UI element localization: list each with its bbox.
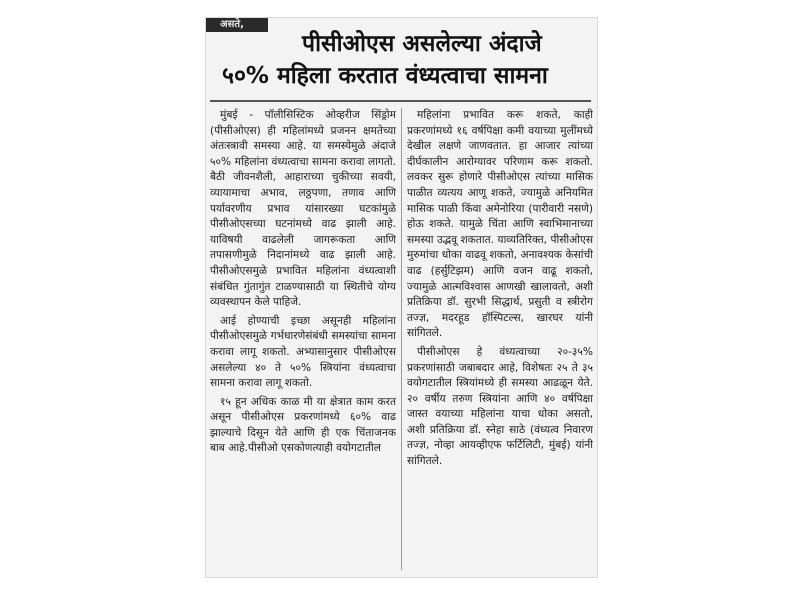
article-column-left — [210, 108, 396, 573]
article-paragraph: मुंबई - पॉलीसिस्टिक ओव्हरीज सिंड्रोम (पीसीओएस) ही महिलांमध्ये प्रजनन क्षमतेच्या अंतःस्त्रावी समस्या आहे. या समस्येमुळे अंदाजे ५०% महिलांना वंध्यत्वाचा सामना करावा लागतो. बैठी जीवनशैली, आहाराच्या चुकीच्या सवयी, व्यायामाचा अभाव, लठ्ठपणा, तणाव आणि पर्यावरणीय प्रभाव यांसारख्या घटकांमुळे पीसीओएसच्या घटनांमध्ये वाढ झाली आहे. याविषयी वाढलेली जागरूकता आणि तपासणीमुळे निदानांमध्ये वाढ झाली आहे. पीसीओएसमुळे प्रभावित महिलांना वंध्यत्वाशी संबंधित गुंतागुंत टाळण्यासाठी या स्थितीचे योग्य व्यवस्थापन केले पाहिजे. — [210, 109, 396, 309]
newspaper-clipping — [205, 17, 598, 578]
headline-divider — [210, 100, 591, 102]
article-paragraph: महिलांना प्रभावित करू शकते, काही प्रकरणांमध्ये १६ वर्षपिक्षा कमी वयाच्या मुलींमध्ये देखील लक्षणे जाणवतात. हा आजार त्यांच्या दीर्घकालीन आरोग्यावर परिणाम करू शकतो. लवकर सुरू होणारे पीसीओएस त्यांच्या मासिक पाळीत व्यत्यय आणू शकते, ज्यामुळे अनियमित मासिक पाळी किंवा अमेनोरिया (पारीवारी नसणे) होऊ शकते. यामुळे चिंता आणि स्वाभिमानाच्या समस्या उद्भवू शकतात. याव्यतिरिक्त, पीसीओएस मुरुमांचा धोका वाढवू शकतो, अनावश्यक केसांची वाढ (हर्सुटिझम) आणि वजन वाढू शकतो, ज्यामुळे आत्मविश्वास आणखी खालावतो, अशी प्रतिक्रिया डॉ. सुरभी सिद्धार्थ, प्रसुती व स्त्रीरोग तज्ज्ञ, मदरहूड हॉस्पिटल्स, खारघर यांनी सांगितले. — [407, 109, 593, 340]
article-column-right — [407, 108, 593, 573]
article-paragraph: पीसीओएस हे वंध्यत्वाच्या २०-३५% प्रकरणांसाठी जबाबदार आहे, विशेषतः २५ ते ३५ वयोगटातील स्त्रियांमध्ये ही समस्या आढळून येते. २० वर्षीय तरुण स्त्रियांना आणि ४० वर्षपिक्षा जास्त वयाच्या महिलांना याचा धोका असतो, अशी प्रतिक्रिया डॉ. स्नेहा साठे (वंध्यत्व निवारण तज्ज्ञ, नोव्हा आयव्हीएफ फर्टिलिटी, मुंबई) यांनी सांगितले. — [407, 345, 593, 468]
column-divider — [401, 108, 402, 570]
previous-article-strip — [206, 18, 268, 32]
article-paragraph: १५ हून अधिक काळ मी या क्षेत्रात काम करत असून पीसीओएस प्रकरणांमध्ये ६०% वाढ झाल्याचे दिसून येते आणि ही एक चिंताजनक बाब आहे.पीसीओ एसकोणत्याही वयोगटातील — [210, 395, 396, 455]
headline-line-1: पीसीओएस असलेल्या अंदाजे — [302, 31, 542, 57]
headline-line-2: ५०% महिला करतात वंध्यत्वाचा सामना — [222, 63, 548, 89]
article-paragraph: आई होण्याची इच्छा असूनही महिलांना पीसीओएसमुळे गर्भधारणेसंबंधी समस्यांचा सामना करावा लागू शकतो. अभ्यासानुसार पीसीओएस असलेल्या ४० ते ५०% स्त्रियांना वंध्यत्वाचा सामना करावा लागू शकतो. — [210, 314, 396, 390]
previous-article-snippet: असते, — [220, 19, 244, 30]
